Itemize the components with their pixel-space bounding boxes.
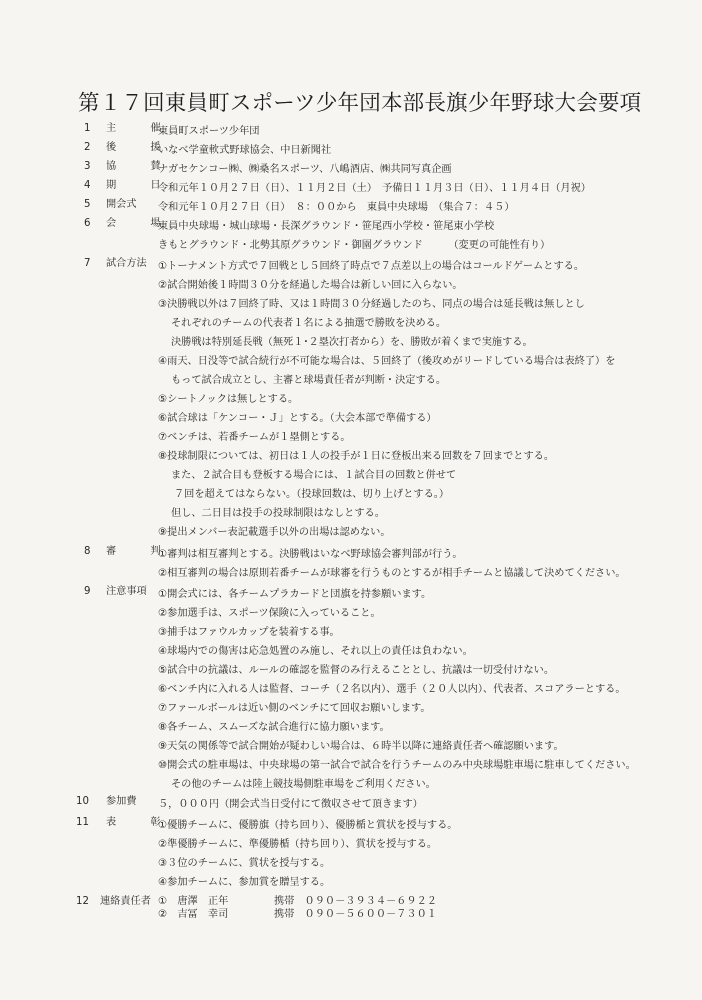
section-label: 審 判 — [106, 546, 173, 557]
section-line: ④参加チームに、参加賞を贈呈する。 — [158, 877, 331, 888]
section-label: 期 日 — [106, 180, 173, 191]
section-line: 但し、二日目は投手の投球制限はなしとする。 — [171, 508, 385, 519]
section-line: それぞれのチームの代表者１名による抽選で勝敗を決める。 — [171, 318, 447, 329]
section-body — [158, 217, 698, 255]
section-line: 令和元年１０月２７日（日） ８：００から 東員中央球場 （集合７：４５） — [158, 202, 515, 213]
document-title: 第１７回東員町スポーツ少年団本部長旗少年野球大会要項 — [78, 91, 642, 116]
section-number: 1 — [84, 123, 91, 134]
section-line: ④球場内での傷害は応急処置のみ施し、それ以上の責任は負わない。 — [158, 646, 473, 657]
section-line: ④雨天、日没等で試合続行が不可能な場合は、５回終了（後攻めがリードしている場合は表終了）を — [158, 356, 616, 367]
section-label: 試合方法 — [106, 258, 147, 269]
section-line: ②試合開始後１時間３０分を経過した場合は新しい回に入らない。 — [158, 280, 463, 291]
section-number: 7 — [84, 258, 91, 269]
section-line: 東員中央球場・城山球場・長深グラウンド・笹尾西小学校・笹尾東小学校 — [158, 221, 495, 232]
section-body — [158, 122, 698, 141]
section-line: ⑦ベンチは、若番チームが１塁側とする。 — [158, 432, 351, 443]
section-label: 協 賛 — [106, 161, 173, 172]
section-label: 会 場 — [106, 218, 173, 229]
section-line: ⑤試合中の抗議は、ルールの確認を監督のみ行えることとし、抗議は一切受付けない。 — [158, 665, 555, 676]
section-line: ７回を超えてはならない。（投球回数は、切り上げとする。） — [174, 489, 450, 500]
section-number: 6 — [84, 218, 91, 229]
section-line: ①優勝チームに、優勝旗（持ち回り）、優勝楯と賞状を授与する。 — [158, 820, 458, 831]
section-number: 3 — [84, 161, 91, 172]
section-line: ①審判は相互審判とする。決勝戦はいなべ野球協会審判部が行う。 — [158, 549, 463, 560]
section-line: もって試合成立とし、主審と球場責任者が判断・決定する。 — [171, 375, 447, 386]
section-body — [158, 141, 698, 160]
section-body — [158, 585, 698, 794]
section-line: ③決勝戦以外は７回終了時、又は１時間３０分経過したのち、同点の場合は延長戦は無しとし — [158, 299, 585, 310]
section-line: ③３位のチームに、賞状を授与する。 — [158, 858, 331, 869]
contact-row — [158, 895, 698, 908]
section-line: いなべ学童軟式野球協会、中日新聞社 — [158, 145, 332, 156]
section-line: ①トーナメント方式で７回戦とし５回終了時点で７点差以上の場合はコールドゲームとする。 — [158, 261, 585, 272]
section-line: ５，０００円（開会式当日受付にて徴収させて頂きます） — [158, 799, 423, 810]
section-body — [158, 545, 698, 583]
section-line: ⑦ファールボールは近い側のベンチにて回収お願いします。 — [158, 703, 431, 714]
section-number: 9 — [84, 586, 91, 597]
section-line: ⑤シートノックは無しとする。 — [158, 394, 299, 405]
section-label: 後 援 — [106, 142, 173, 153]
section-label: 表 彰 — [106, 817, 173, 828]
section-body — [158, 795, 698, 814]
section-line: ナガセケンコー㈱、㈱桑名スポーツ、八嶋酒店、㈱共同写真企画 — [158, 164, 452, 175]
section-line: ⑥試合球は「ケンコー・Ｊ」とする。（大会本部で準備する） — [158, 413, 437, 424]
section-number: 8 — [84, 546, 91, 557]
contact-name: ② 吉冨 幸司 — [158, 909, 229, 920]
section-line: ②相互審判の場合は原則若番チームが球審を行うものとするが相手チームと協議して決めてください。 — [158, 568, 626, 579]
section-number: 11 — [76, 817, 89, 828]
section-number: 2 — [84, 142, 91, 153]
contact-phone: 携帯 ０９０－３９３４－６９２２ — [274, 896, 437, 907]
contact-name: ① 唐澤 正年 — [158, 896, 229, 907]
section-label: 開会式 — [106, 199, 137, 210]
section-line: ②準優勝チームに、準優勝楯（持ち回り）、賞状を授与する。 — [158, 839, 438, 850]
section-body — [158, 160, 698, 179]
section-label: 主 催 — [106, 123, 173, 134]
section-body — [158, 198, 698, 217]
section-line: ⑧各チーム、スムーズな試合進行に協力願います。 — [158, 722, 390, 733]
section-number: 4 — [84, 180, 91, 191]
section-line: その他のチームは陸上競技場側駐車場をご利用ください。 — [171, 779, 436, 790]
section-line: ①開会式には、各チームプラカードと団旗を持参願います。 — [158, 589, 432, 600]
section-body — [158, 257, 698, 542]
section-body — [158, 816, 698, 892]
section-line: ③捕手はファウルカップを装着する事。 — [158, 627, 340, 638]
section-line: ②参加選手は、スポーツ保険に入っていること。 — [158, 608, 381, 619]
section-label: 参加費 — [106, 796, 137, 807]
section-line: ⑧投球制限については、初日は１人の投手が１日に登板出来る回数を７回までとする。 — [158, 451, 555, 462]
section-number: 10 — [76, 796, 89, 807]
section-number: 5 — [84, 199, 91, 210]
section-line: きもとグラウンド・北勢其原グラウンド・御園グラウンド （変更の可能性有り） — [158, 240, 551, 251]
section-number: 12 — [76, 896, 89, 907]
section-line: 東員町スポーツ少年団 — [158, 126, 260, 137]
section-label: 連絡責任者 — [100, 896, 151, 907]
section-line: 令和元年１０月２７日（日）、１１月２日（土） 予備日１１月３日（日）、１１月４日（月祝） — [158, 183, 591, 194]
section-line: 決勝戦は特別延長戦（無死１･２塁次打者から）を、勝敗が着くまで実施する。 — [171, 337, 533, 348]
section-body — [158, 179, 698, 198]
contact-row — [158, 908, 698, 921]
section-label: 注意事項 — [106, 586, 147, 597]
section-line: ⑨天気の関係等で試合開始が疑わしい場合は、６時半以降に連絡責任者へ確認願います。 — [158, 741, 564, 752]
section-line: ⑨提出メンバー表記載選手以外の出場は認めない。 — [158, 527, 391, 538]
section-line: ⑥ベンチ内に入れる人は監督、コーチ（２名以内）、選手（２０人以内）、代表者、スコアラーとする。 — [158, 684, 626, 695]
section-body — [158, 895, 698, 921]
section-line: ⑩開会式の駐車場は、中央球場の第一試合で試合を行うチームのみ中央球場駐車場に駐車してください。 — [158, 760, 636, 771]
section-line: また、２試合目も登板する場合には、１試合目の回数と併せて — [171, 470, 457, 481]
contact-phone: 携帯 ０９０－５６００－７３０１ — [274, 909, 437, 920]
